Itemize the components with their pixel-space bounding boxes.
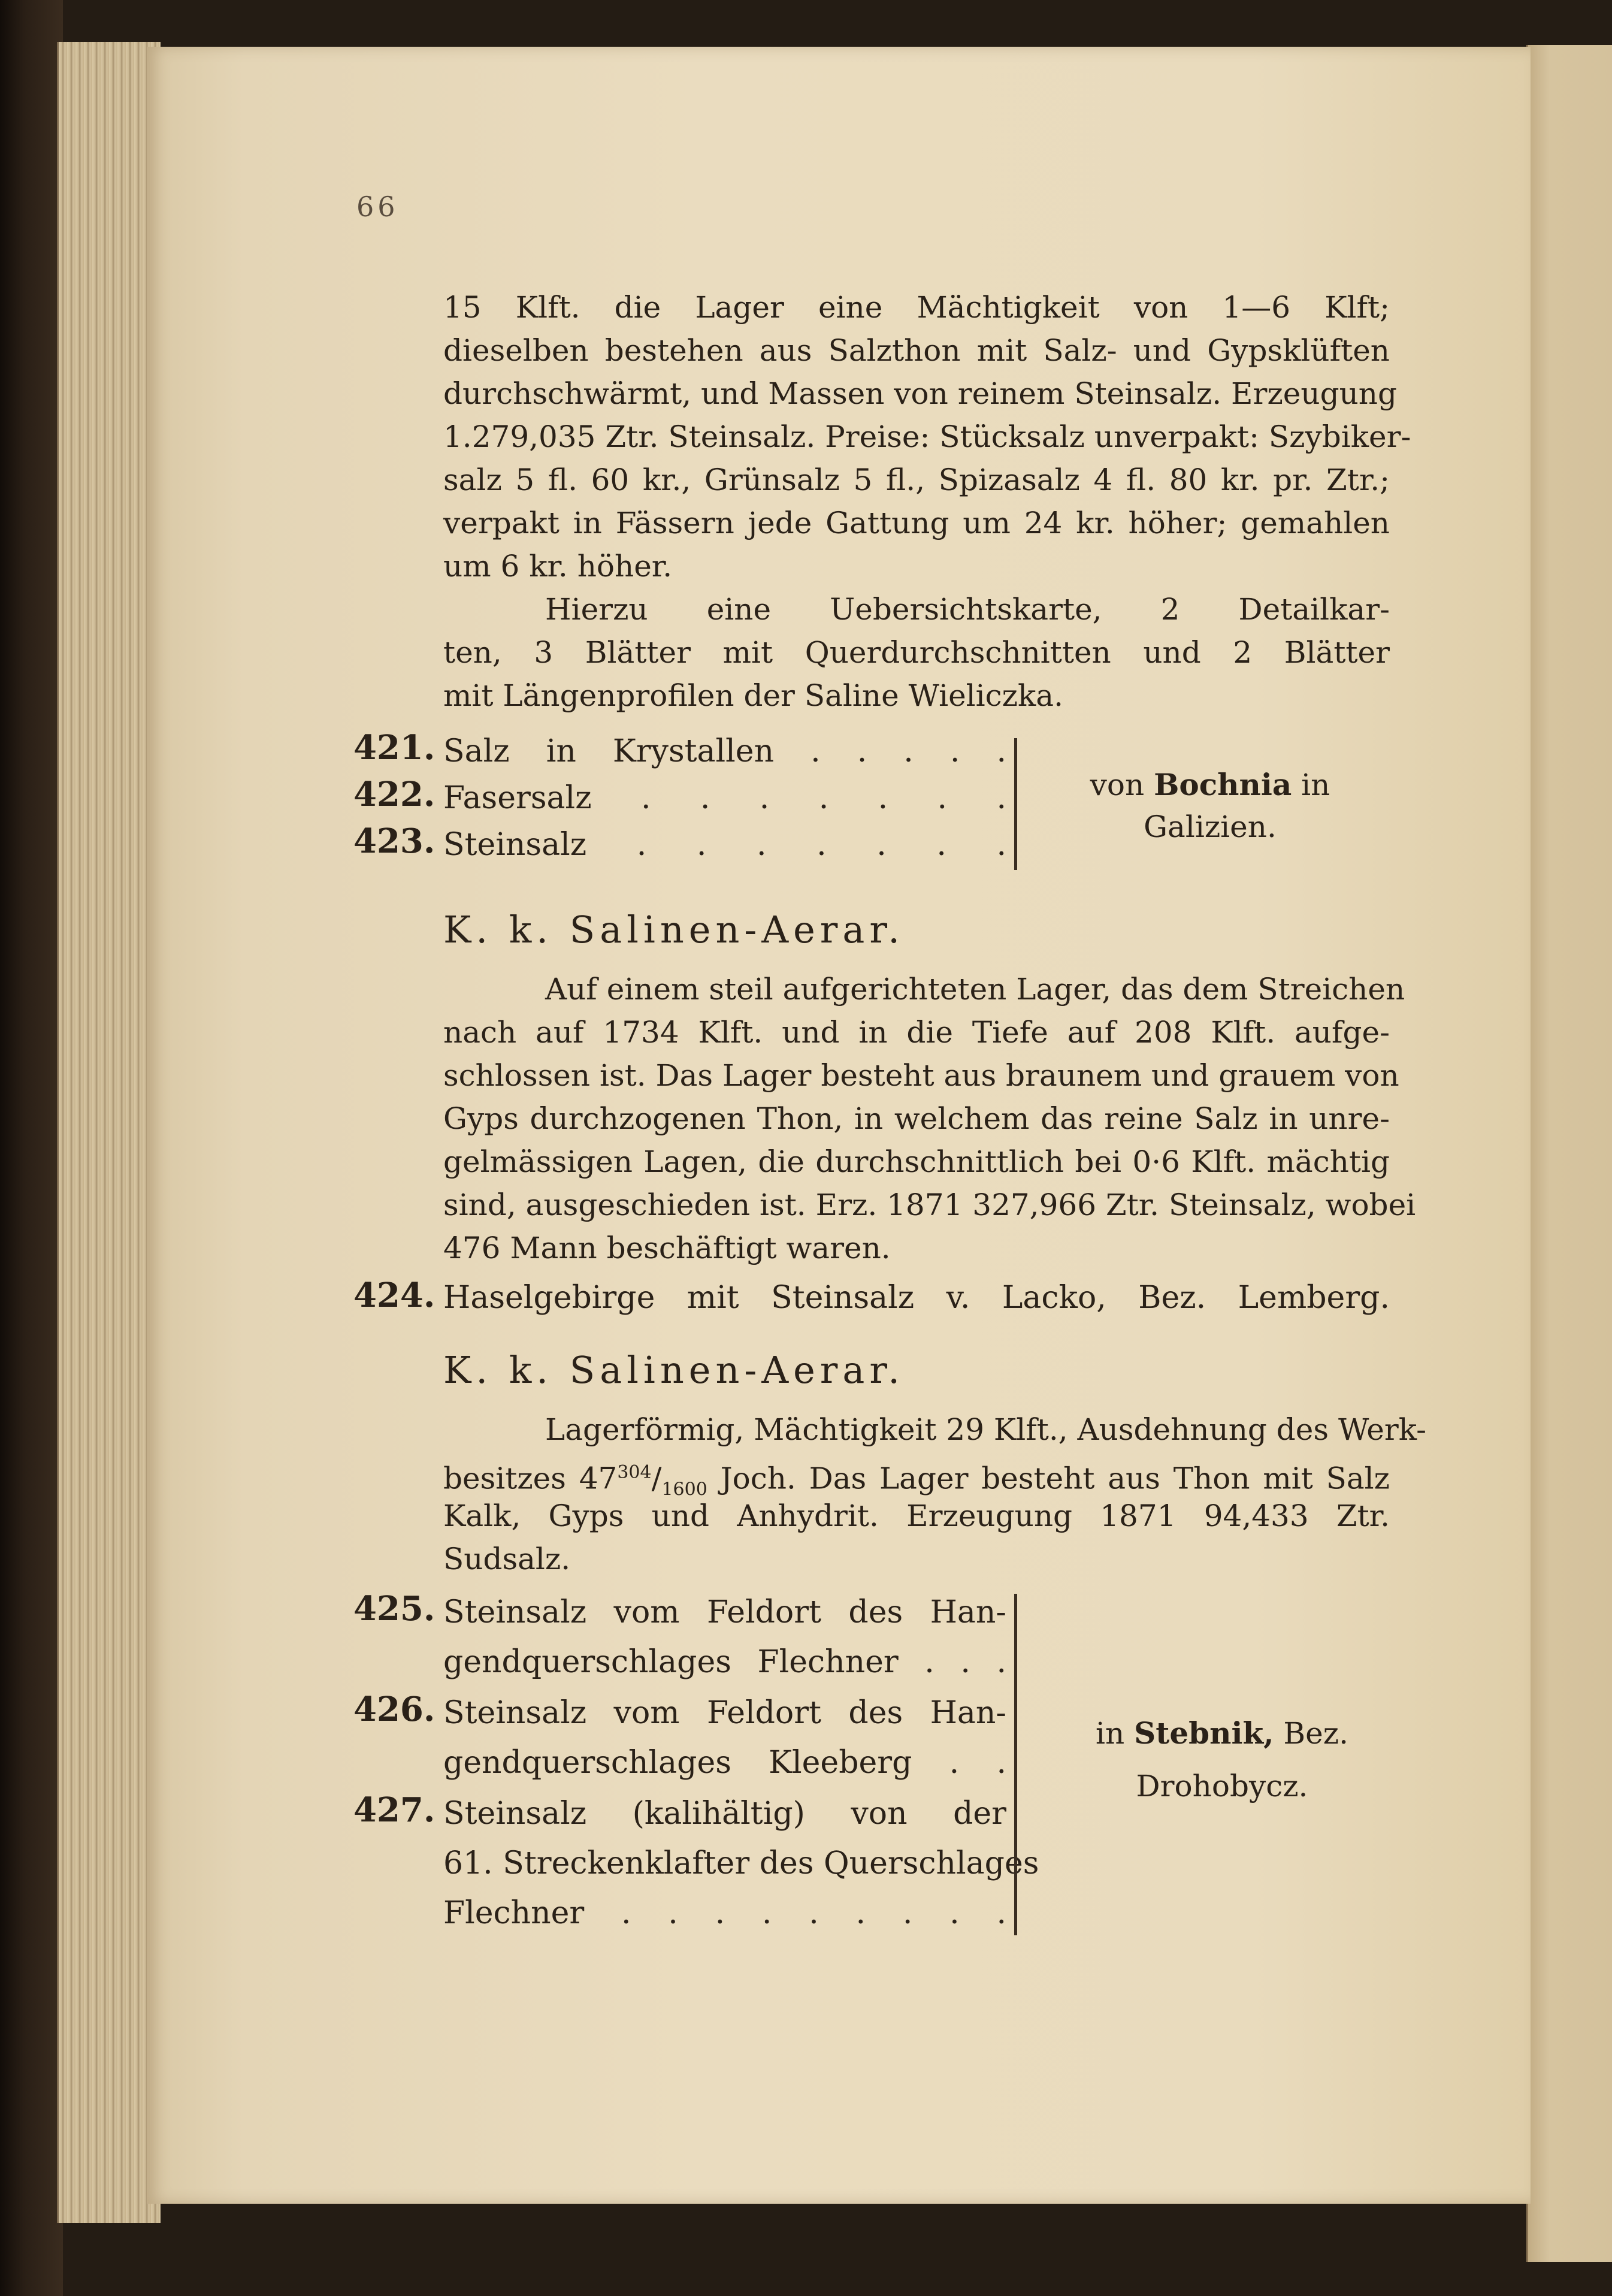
body-line-fraction: besitzes $47^{304}/_{1600}$ Joch. Das Lager besteht aus Thon mit Salz (443, 1461, 1390, 1500)
map-note-line: Hierzu eine Uebersichtskarte, 2 Detailkar- (545, 592, 1390, 627)
body-line: Sudsalz. (443, 1542, 571, 1576)
body-line: gelmässigen Lagen, die durchschnittlich bei 0·6 Klft. mächtig (443, 1144, 1390, 1179)
body-line: Kalk, Gyps und Anhydrit. Erzeugung 1871 94,433 Ztr. (443, 1499, 1390, 1533)
item-text: 61. Streckenklafter des Querschlages (443, 1845, 1039, 1881)
map-note-line: mit Längenprofilen der Saline Wieliczka. (443, 678, 1063, 713)
grouping-brace (1014, 1594, 1023, 1935)
item-text: Salz in Krystallen . . . . . (443, 733, 1006, 769)
stacked-page-edges (57, 42, 161, 2223)
intro-line: 1.279,035 Ztr. Steinsalz. Preise: Stücksalz unverpakt: Szybiker- (443, 419, 1411, 454)
location-prefix: von (1090, 768, 1145, 802)
location-note (1054, 764, 1366, 848)
location-region: Galizien. (1144, 809, 1277, 844)
body-line: Lagerförmig, Mächtigkeit 29 Klft., Ausdehnung des Werk- (545, 1412, 1427, 1447)
item-text: Fasersalz . . . . . . . (443, 780, 1006, 816)
location-place: Bochnia (1154, 767, 1292, 802)
item-number: 423. (353, 821, 435, 861)
intro-line: salz 5 fl. 60 kr., Grünsalz 5 fl., Spizasalz 4 fl. 80 kr. pr. Ztr.; (443, 463, 1390, 497)
location-suffix: Bez. (1283, 1716, 1348, 1751)
item-text: Steinsalz . . . . . . . (443, 827, 1006, 863)
item-text: Flechner . . . . . . . . . (443, 1895, 1006, 1931)
book-spine-shadow (0, 0, 63, 2296)
location-region: Drohobycz. (1136, 1769, 1308, 1803)
item-number: 424. (353, 1276, 435, 1315)
body-line: sind, ausgeschieden ist. Erz. 1871 327,966 Ztr. Steinsalz, wobei (443, 1188, 1416, 1222)
item-text: Steinsalz vom Feldort des Han- (443, 1695, 1006, 1731)
item-number: 425. (353, 1589, 435, 1629)
location-suffix: in (1301, 768, 1330, 802)
item-text: Steinsalz (kalihältig) von der (443, 1796, 1006, 1832)
page-number: 66 (356, 191, 399, 223)
item-text: Haselgebirge mit Steinsalz v. Lacko, Bez. Lemberg. (443, 1280, 1390, 1316)
item-number: 421. (353, 728, 435, 768)
location-prefix: in (1096, 1716, 1125, 1751)
section-heading: K. k. Salinen-Aerar. (443, 1348, 905, 1392)
body-line: nach auf 1734 Klft. und in die Tiefe auf 208 Klft. aufge- (443, 1015, 1390, 1050)
location-note (1054, 1712, 1390, 1807)
item-text: gendquerschlages Flechner . . . (443, 1644, 1006, 1680)
item-text: gendquerschlages Kleeberg . . (443, 1745, 1006, 1781)
intro-line: um 6 kr. höher. (443, 549, 673, 584)
intro-line: verpakt in Fässern jede Gattung um 24 kr. höher; gemahlen (443, 506, 1390, 540)
body-line: schlossen ist. Das Lager besteht aus braunem und grauem von (443, 1058, 1399, 1093)
item-number: 422. (353, 775, 435, 814)
location-place: Stebnik, (1134, 1715, 1274, 1751)
grouping-brace (1014, 738, 1023, 870)
fraction-pre: besitzes 47 (443, 1461, 618, 1496)
item-number: 427. (353, 1790, 435, 1830)
map-note-line: ten, 3 Blätter mit Querdurchschnitten und 2 Blätter (443, 635, 1390, 670)
intro-line: dieselben bestehen aus Salzthon mit Salz- und Gypsklüften (443, 333, 1390, 368)
body-line: Auf einem steil aufgerichteten Lager, das dem Streichen (545, 972, 1405, 1007)
fraction-post: Joch. Das Lager besteht aus Thon mit Salz (707, 1461, 1390, 1496)
intro-line: durchschwärmt, und Massen von reinem Steinsalz. Erzeugung (443, 376, 1397, 411)
fraction-denominator: 1600 (661, 1479, 707, 1500)
section-heading: K. k. Salinen-Aerar. (443, 908, 905, 951)
fraction-numerator: 304 (617, 1462, 652, 1483)
body-line: 476 Mann beschäftigt waren. (443, 1231, 891, 1265)
next-page-edge (1526, 45, 1612, 2262)
intro-line: 15 Klft. die Lager eine Mächtigkeit von 1—6 Klft; (443, 290, 1390, 325)
body-line: Gyps durchzogenen Thon, in welchem das reine Salz in unre- (443, 1101, 1390, 1136)
item-text: Steinsalz vom Feldort des Han- (443, 1594, 1006, 1630)
item-number: 426. (353, 1690, 435, 1729)
